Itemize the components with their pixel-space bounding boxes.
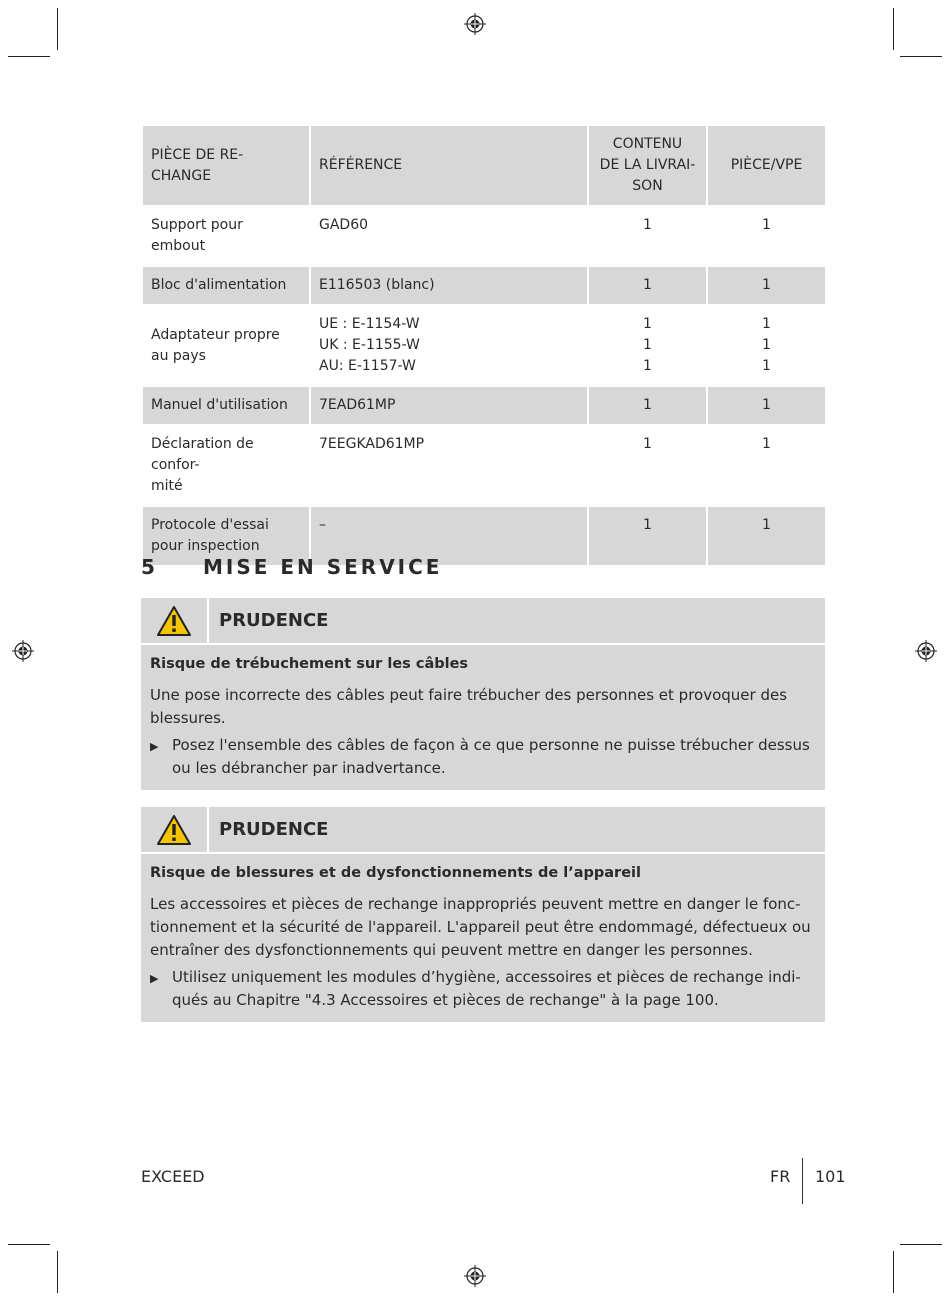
footer-brand: EXCEED — [141, 1167, 205, 1186]
cell-reference: 7EAD61MP — [310, 386, 588, 425]
section-heading — [141, 555, 442, 579]
cell-vpe: 1 — [707, 425, 826, 506]
cell-piece: Déclaration de confor- mité — [142, 425, 310, 506]
table-row — [142, 266, 826, 305]
section-title: MISE EN SERVICE — [203, 555, 443, 579]
cell-vpe — [707, 305, 826, 386]
cell-contenu: 1 — [588, 506, 707, 566]
registration-mark-icon — [464, 1265, 486, 1287]
warning-step — [150, 734, 815, 780]
reference-line: UE : E-1154-W — [319, 316, 420, 332]
cell-contenu: 1 — [588, 266, 707, 305]
column-header-piece-vpe: PIÈCE/VPE — [707, 125, 826, 206]
warning-subtitle: Risque de blessures et de dysfonctionnements de l’appareil — [150, 865, 641, 881]
crop-mark — [57, 8, 58, 50]
column-header-piece: PIÈCE DE RE- CHANGE — [142, 125, 310, 206]
warning-icon-cell — [141, 807, 209, 852]
warning-icon-cell — [141, 598, 209, 643]
table-header-row — [142, 125, 826, 206]
crop-mark — [8, 56, 50, 57]
registration-mark-icon — [464, 13, 486, 35]
cell-contenu: 1 — [588, 206, 707, 266]
warning-text: Les accessoires et pièces de rechange inappropriés peuvent mettre en danger le fonc-tionnement et la sécurité de l'appareil. L'appareil peut être endommagé, défectueux ou entraîner des dysfonctionnements qui peuvent mettre en danger les personnes. — [150, 895, 811, 959]
reference-line: UK : E-1155-W — [319, 337, 420, 353]
warning-step-text: Posez l'ensemble des câbles de façon à ce que personne ne puisse trébucher dessus ou les débrancher par inadvertance. — [172, 736, 810, 777]
warning-triangle-icon — [156, 605, 192, 637]
crop-mark — [8, 1244, 50, 1245]
warning-body — [141, 645, 825, 790]
cell-contenu: 1 — [588, 386, 707, 425]
warning-text: Une pose incorrecte des câbles peut faire trébucher des personnes et provoquer des blessures. — [150, 686, 788, 727]
cell-vpe: 1 — [707, 506, 826, 566]
warning-header — [141, 807, 825, 854]
column-header-contenu: CONTENU DE LA LIVRAI- SON — [588, 125, 707, 206]
reference-line: AU: E-1157-W — [319, 358, 416, 374]
warning-subtitle: Risque de trébuchement sur les câbles — [150, 656, 469, 672]
cell-reference: – — [310, 506, 588, 566]
vpe-line: 1 — [762, 316, 771, 332]
cell-vpe: 1 — [707, 206, 826, 266]
warning-title: PRUDENCE — [219, 610, 329, 631]
crop-mark — [900, 1244, 942, 1245]
warning-box — [141, 807, 825, 1022]
cell-reference — [310, 305, 588, 386]
warning-step-text: Utilisez uniquement les modules d’hygiène, accessoires et pièces de rechange indi-qués au Chapitre "4.3 Accessoires et pièces de rechange" à la page 100. — [172, 968, 801, 1009]
crop-mark — [900, 56, 942, 57]
cell-reference: 7EEGKAD61MP — [310, 425, 588, 506]
table-row — [142, 206, 826, 266]
warning-title: PRUDENCE — [219, 819, 329, 840]
bullet-arrow-icon: ▶ — [150, 972, 159, 985]
cell-reference: E116503 (blanc) — [310, 266, 588, 305]
crop-mark — [57, 1251, 58, 1293]
cell-reference: GAD60 — [310, 206, 588, 266]
vpe-line: 1 — [762, 337, 771, 353]
cell-piece: Manuel d'utilisation — [142, 386, 310, 425]
cell-piece: Protocole d'essai pour inspection — [142, 506, 310, 566]
vpe-line: 1 — [762, 358, 771, 374]
footer-language: FR — [770, 1167, 791, 1186]
contenu-line: 1 — [643, 316, 652, 332]
cell-piece: Adaptateur propre au pays — [142, 305, 310, 386]
warning-body — [141, 854, 825, 1022]
registration-mark-icon — [12, 640, 34, 662]
page-number: 101 — [815, 1167, 846, 1186]
footer-divider — [802, 1158, 803, 1204]
table-row — [142, 305, 826, 386]
crop-mark — [893, 8, 894, 50]
warning-step — [150, 966, 815, 1012]
cell-piece: Support pour embout — [142, 206, 310, 266]
registration-mark-icon — [915, 640, 937, 662]
warning-header — [141, 598, 825, 645]
spare-parts-table — [141, 124, 827, 567]
cell-vpe: 1 — [707, 386, 826, 425]
contenu-line: 1 — [643, 358, 652, 374]
cell-vpe: 1 — [707, 266, 826, 305]
cell-contenu: 1 — [588, 425, 707, 506]
warning-box — [141, 598, 825, 790]
table-row — [142, 386, 826, 425]
cell-piece: Bloc d'alimentation — [142, 266, 310, 305]
section-number: 5 — [141, 555, 155, 579]
contenu-line: 1 — [643, 337, 652, 353]
table-row — [142, 425, 826, 506]
bullet-arrow-icon: ▶ — [150, 740, 159, 753]
crop-mark — [893, 1251, 894, 1293]
cell-contenu — [588, 305, 707, 386]
warning-triangle-icon — [156, 814, 192, 846]
column-header-reference: RÉFÉRENCE — [310, 125, 588, 206]
